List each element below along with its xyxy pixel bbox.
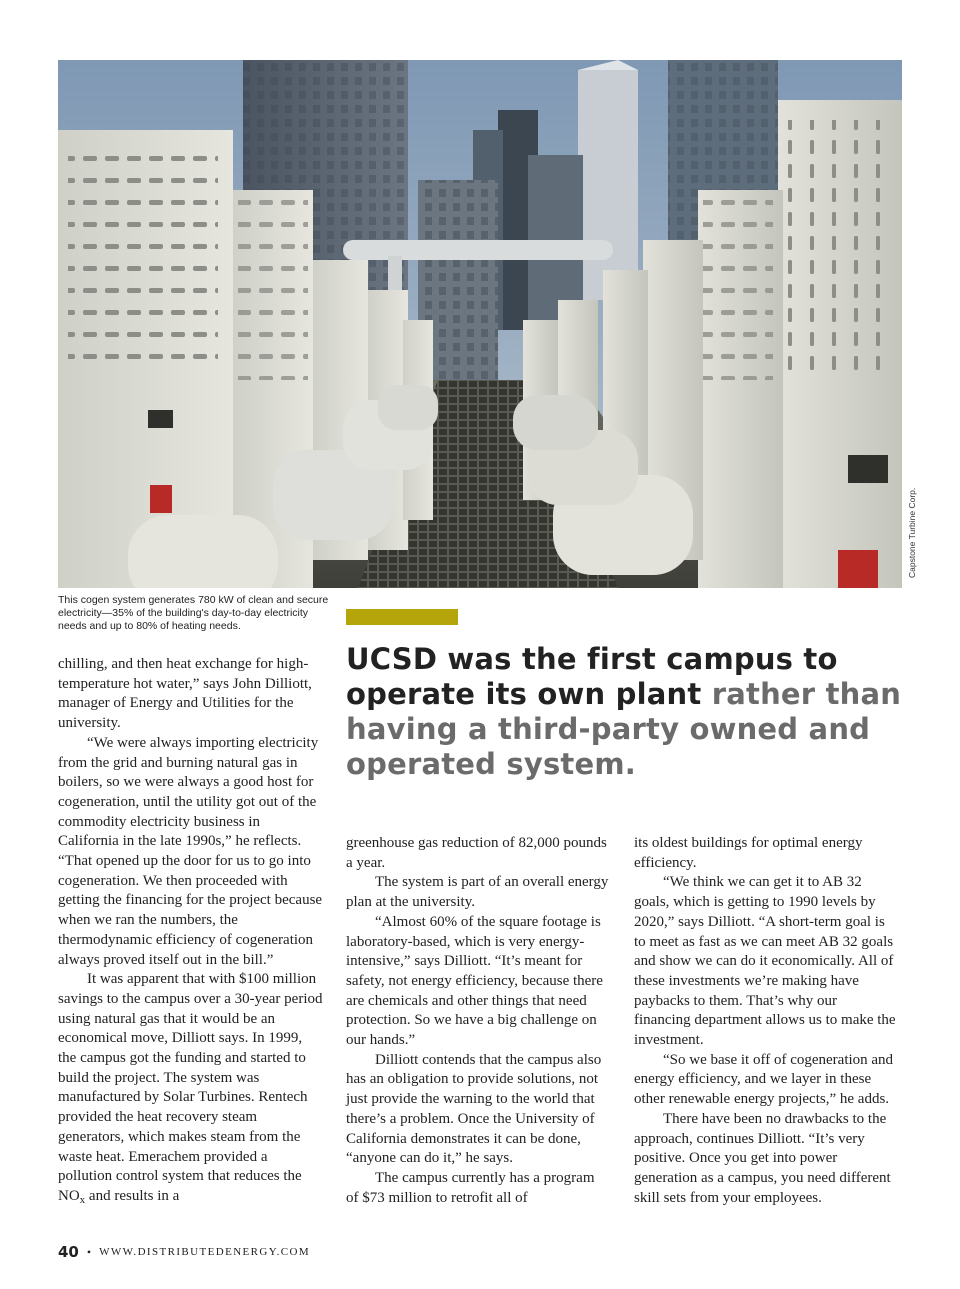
article-column-2 [346,834,610,1208]
photo-credit-text: Capstone Turbine Corp. [907,487,917,578]
paragraph-text: and results in a [85,1187,180,1204]
article-column-3 [634,834,896,1208]
paragraph: The system is part of an overall energy plan at the university. [346,874,609,911]
footer-separator: • [86,1244,92,1259]
pull-quote-accent-bar [346,609,458,625]
paragraph: “So we base it off of cogeneration and energy efficiency, and we layer in these other renewable energy projects,” he adds. [634,1051,894,1108]
article-column-1 [58,655,324,1207]
pull-quote-continuation: rather than having a third-party owned and operated system. [346,677,902,781]
pull-quote-emphasis: UCSD was the first campus to operate its own plant [346,642,838,711]
paragraph [58,970,324,1206]
website-link[interactable]: WWW.DISTRIBUTEDENERGY.COM [99,1246,311,1258]
page-number: 40 [58,1243,79,1261]
subscript: x [79,1193,86,1206]
photo-caption: This cogen system generates 780 kW of clean and secure electricity—35% of the building's day-to-day electricity needs and up to 80% of heating needs. [58,594,329,632]
rooftop-turbines-image [58,60,902,588]
paragraph: There have been no drawbacks to the approach, continues Dilliott. “It’s very positive. Once you get into power generation as a campus, you need different skill sets from your employees. [634,1110,891,1206]
page-footer [58,1242,310,1262]
photo-credit [902,60,922,588]
paragraph: The campus currently has a program of $73 million to retrofit all of [346,1169,595,1206]
paragraph: its oldest buildings for optimal energy efficiency. [634,835,863,871]
paragraph-text: It was apparent that with $100 million savings to the campus over a 30-year period using natural gas that it would be an economical move, Dilliott says. In 1999, the campus got the funding and started to build the project. The system was manufactured by Solar Turbines. Rentech provided the heat recovery steam generators, which makes steam from the waste heat. Emerachem provided a pollution control system that reduces the NO [58,971,323,1204]
paragraph: “We were always importing electricity from the grid and burning natural gas in boilers, so we were always a good host for cogeneration, until the utility got out of the commodity electricity business in California in the late 1990s,” he reflects. “That opened up the door for us to go into cogeneration. We then proceeded with getting the financing for the project because when we ran the numbers, the thermodynamic efficiency of cogeneration always proved itself out in the bill.” [58,734,323,968]
pull-quote [346,642,906,782]
paragraph: “We think we can get it to AB 32 goals, which is getting to 1990 levels by 2020,” says Dilliott. “A short-term goal is to meet as fast as we can meet AB 32 goals and show we can do it economically. All of these investments we’re making have paybacks to them. That’s why our financing department allows us to make the investment. [634,874,896,1049]
paragraph: “Almost 60% of the square footage is laboratory-based, which is very energy-intensive,” says Dilliott. “It’s meant for safety, not energy efficiency, because there are chemicals and other things that need protection. So we have a big challenge on our hands.” [346,913,603,1049]
cogen-photo [58,60,902,588]
paragraph: greenhouse gas reduction of 82,000 pounds a year. [346,835,607,871]
paragraph: chilling, and then heat exchange for high-temperature hot water,” says John Dilliott, manager of Energy and Utilities for the university. [58,656,312,732]
paragraph: Dilliott contends that the campus also has an obligation to provide solutions, not just provide the warning to the world that there’s a problem. Once the University of California demonstrates it can be done, “anyone can do it,” he says. [346,1051,602,1167]
